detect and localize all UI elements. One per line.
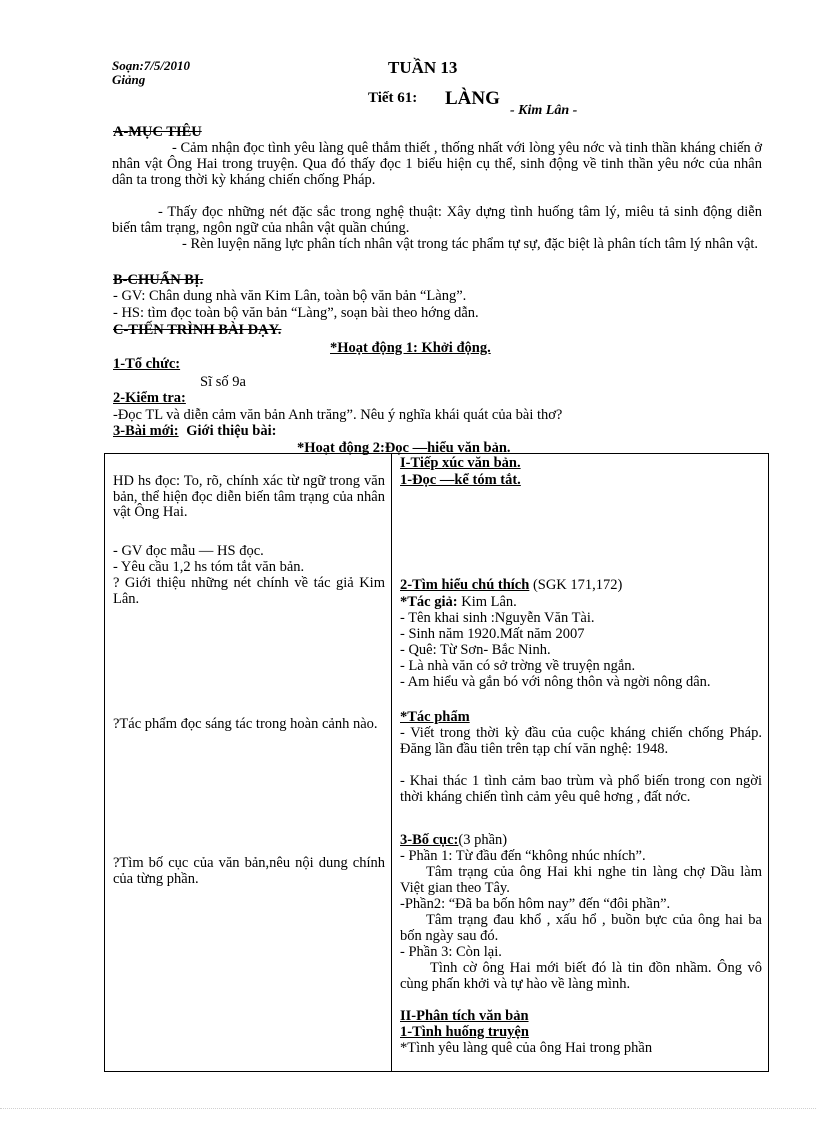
- part-1-desc: Tâm trạng của ông Hai khi nghe tin làng chợ Dầu làm Việt gian theo Tây.: [400, 864, 762, 896]
- author-name: Kim Lân.: [457, 594, 517, 610]
- section-i-heading: I-Tiếp xúc văn bản.: [400, 455, 521, 471]
- reading-guide: HD hs đọc: To, rõ, chính xác từ ngữ trong văn bản, thể hiện đọc diễn biến tâm trạng của nhân vật Ông Hai.: [113, 473, 385, 520]
- specialty: - Là nhà văn có sở trờng về truyện ngắn.: [400, 658, 636, 674]
- summary-request: - Yêu cầu 1,2 hs tóm tắt văn bản.: [113, 559, 305, 575]
- date-giang: Giảng: [112, 72, 146, 87]
- notes-row: [400, 578, 762, 594]
- objective-3: - Rèn luyện năng lực phân tích nhân vật trong tác phẩm tự sự, đặc biệt là phân tích tâm lý nhân vật.: [182, 236, 759, 252]
- love-of-village: *Tình yêu làng quê của ông Hai trong phần: [400, 1040, 653, 1056]
- hometown: - Quê: Từ Sơn- Bắc Ninh.: [400, 642, 551, 658]
- structure-count: (3 phần): [458, 832, 508, 848]
- objective-1: - Cảm nhận đọc tình yêu làng quê thắm thiết , thống nhất với lòng yêu nớc và tinh thần kháng chiến ở nhân vật Ông Hai trong truyện. Qua đó thấy đọc 1 biểu hiện cụ thể, sinh động về tinh thần yêu nớc của nhân dân ta trong thời kỳ kháng chiến chống Pháp.: [112, 140, 762, 188]
- structure-heading: 3-Bố cục:: [400, 832, 459, 848]
- gioi-thieu-label: Giới thiệu bài:: [186, 423, 277, 439]
- work-heading: *Tác phẩm: [400, 709, 470, 725]
- part-3-desc: Tình cờ ông Hai mới biết đó là tin đồn nhầm. Ông vô cùng phấn khởi và tự hào về làng mình.: [400, 960, 762, 992]
- content-column: [392, 454, 769, 1072]
- notes-reference: (SGK 171,172): [529, 577, 623, 593]
- notes-heading: 2-Tìm hiểu chú thích: [400, 577, 530, 593]
- teacher-reads: - GV đọc mẫu — HS đọc.: [113, 543, 264, 559]
- section-c-heading: C-TIẾN TRÌNH BÀI DẠY.: [113, 322, 282, 338]
- rural-knowledge: - Am hiểu và gắn bó với nông thôn và ngời nông dân.: [400, 674, 711, 690]
- activity-1-heading: *Hoạt động 1: Khởi động.: [330, 340, 491, 356]
- bai-moi-label: 3-Bài mới:: [113, 423, 179, 439]
- page-bottom-divider: [0, 1108, 816, 1109]
- prep-gv: - GV: Chân dung nhà văn Kim Lân, toàn bộ văn bản “Làng”.: [113, 288, 467, 304]
- teacher-column: [105, 454, 392, 1072]
- si-so: Sĩ số 9a: [200, 374, 246, 390]
- situation-heading: 1-Tình huống truyện: [400, 1024, 529, 1040]
- birth-death: - Sinh năm 1920.Mất năm 2007: [400, 626, 585, 642]
- structure-row: [400, 833, 762, 849]
- read-summary-heading: 1-Đọc —kể tóm tắt.: [400, 472, 521, 488]
- section-a-heading: A-MỤC TIÊU: [113, 124, 202, 140]
- part-2: -Phần2: “Đã ba bốn hôm nay” đến “đôi phần”.: [400, 896, 671, 912]
- date-soan: Soạn:7/5/2010: [112, 58, 191, 73]
- section-b-heading: B-CHUẨN BỊ.: [113, 272, 204, 288]
- kiem-tra-heading: 2-Kiểm tra:: [113, 390, 186, 406]
- to-chuc-heading: 1-Tổ chức:: [113, 356, 181, 372]
- part-1: - Phần 1: Từ đầu đến “không nhúc nhích”.: [400, 848, 646, 864]
- activity-2-heading: *Hoạt động 2:Đọc —hiểu văn bản.: [297, 440, 511, 456]
- birth-name: - Tên khai sinh :Nguyễn Văn Tài.: [400, 610, 595, 626]
- objective-2: - Thấy đọc những nét đặc sắc trong nghệ thuật: Xây dựng tình huống tâm lý, miêu tả sinh động diễn biến tâm trạng, ngôn ngữ của nhân vật quần chúng.: [112, 204, 762, 236]
- part-2-desc: Tâm trạng đau khổ , xấu hổ , buồn bực của ông hai ba bốn ngày sau đó.: [400, 912, 762, 944]
- author-question: ? Giới thiệu những nét chính về tác giả Kim Lân.: [113, 575, 385, 607]
- work-context: - Viết trong thời kỳ đầu của cuộc kháng chiến chống Pháp. Đăng lần đầu tiên trên tạp chí văn nghệ: 1948.: [400, 725, 762, 757]
- lesson-table: [104, 453, 769, 1072]
- week-title: TUẦN 13: [388, 58, 458, 77]
- lesson-author: - Kim Lân -: [510, 103, 578, 118]
- new-lesson-row: [113, 423, 276, 440]
- structure-question: ?Tìm bố cục của văn bản,nêu nội dung chính của từng phần.: [113, 855, 385, 887]
- section-ii-heading: II-Phân tích văn bản: [400, 1008, 529, 1024]
- context-question: ?Tác phẩm đọc sáng tác trong hoàn cảnh nào.: [113, 716, 378, 732]
- part-3: - Phần 3: Còn lại.: [400, 944, 502, 960]
- author-label: *Tác giả:: [400, 594, 458, 610]
- author-row: [400, 595, 762, 611]
- lesson-title: LÀNG: [445, 88, 500, 109]
- kiem-tra-question: -Đọc TL và diễn cảm văn bản Anh trăng”. Nêu ý nghĩa khái quát của bài thơ?: [113, 407, 563, 423]
- lesson-number: Tiết 61:: [368, 90, 418, 106]
- prep-hs: - HS: tìm đọc toàn bộ văn bản “Làng”, soạn bài theo hớng dẫn.: [113, 305, 479, 321]
- work-theme: - Khai thác 1 tình cảm bao trùm và phổ biến trong con ngời thời kháng chiến tình cảm yêu quê hơng , đất nớc.: [400, 773, 762, 805]
